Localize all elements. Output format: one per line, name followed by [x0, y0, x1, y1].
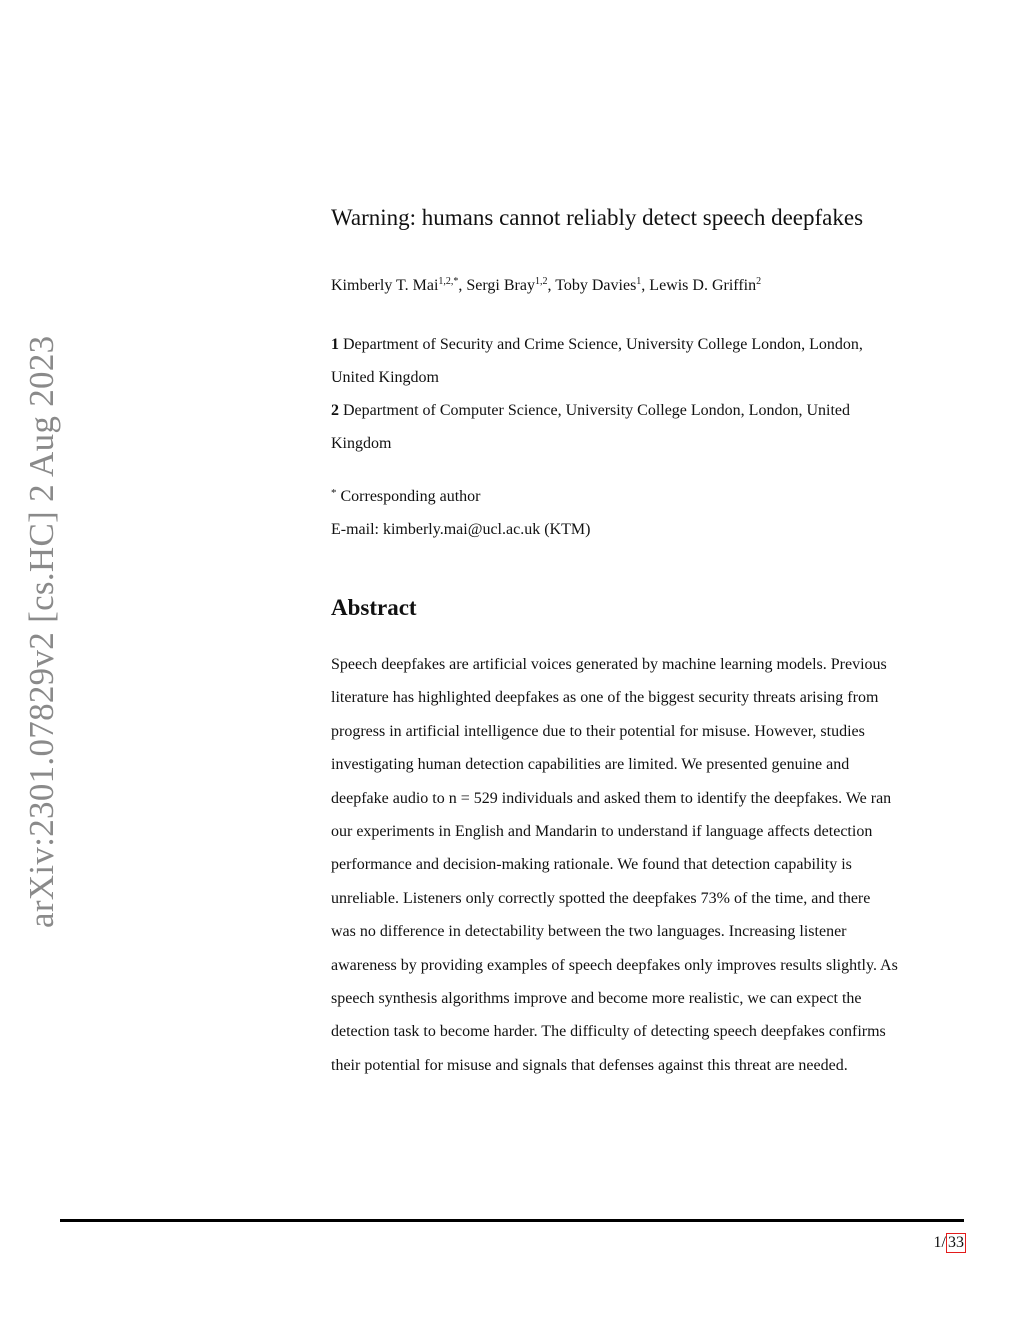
- author-separator: ,: [641, 277, 650, 294]
- arxiv-identifier-stamp: arXiv:2301.07829v2 [cs.HC] 2 Aug 2023: [22, 335, 61, 928]
- affiliation-number: 1: [331, 336, 339, 353]
- affiliation-text: Department of Computer Science, University College London, London, United: [343, 402, 850, 419]
- paper-front-matter: [331, 200, 971, 1082]
- author-list: [331, 274, 971, 298]
- page-separator: /: [941, 1234, 946, 1251]
- footer-rule: [60, 1219, 964, 1222]
- author-affiliation-marker: 1,2: [534, 276, 548, 287]
- affiliation-list: [331, 328, 971, 460]
- author-name: Kimberly T. Mai: [331, 277, 439, 294]
- author-name: Sergi Bray: [466, 277, 535, 294]
- affiliation-line: [331, 427, 971, 460]
- total-pages-link[interactable]: 33: [948, 1234, 964, 1251]
- abstract-line: Speech deepfakes are artificial voices generated by machine learning models. Previous: [331, 656, 887, 673]
- affiliation-line: [331, 394, 971, 427]
- current-page: 1: [933, 1234, 942, 1251]
- affiliation-text: Department of Security and Crime Science, University College London, London,: [343, 336, 863, 353]
- corresponding-label: Corresponding author: [340, 488, 481, 505]
- corresponding-author-block: [331, 480, 971, 546]
- author-separator: ,: [458, 277, 467, 294]
- author-name: Lewis D. Griffin: [649, 277, 757, 294]
- abstract-line: detection task to become harder. The difficulty of detecting speech deepfakes confirms: [331, 1023, 886, 1041]
- author-affiliation-marker: 2: [756, 276, 762, 287]
- abstract-body: [331, 648, 971, 1082]
- corresponding-email[interactable]: E-mail: kimberly.mai@ucl.ac.uk (KTM): [331, 521, 591, 538]
- affiliation-number: 2: [331, 402, 339, 419]
- abstract-line: was no difference in detectability between the two languages. Increasing listener: [331, 923, 847, 941]
- affiliation-text: United Kingdom: [331, 369, 439, 386]
- abstract-line: our experiments in English and Mandarin to understand if language affects detection: [331, 822, 873, 840]
- abstract-line: performance and decision-making rationale. We found that detection capability is: [331, 856, 852, 874]
- abstract-line: speech synthesis algorithms improve and become more realistic, we can expect the: [331, 989, 862, 1007]
- abstract-heading: Abstract: [331, 595, 417, 620]
- abstract-line: their potential for misuse and signals that defenses against this threat are needed.: [331, 1056, 848, 1074]
- page-number: [934, 1233, 966, 1253]
- abstract-line: awareness by providing examples of speech deepfakes only improves results slightly. As: [331, 956, 898, 974]
- author-affiliation-marker: 1,2,*: [438, 276, 459, 287]
- abstract-line: investigating human detection capabilities are limited. We presented genuine and: [331, 756, 850, 774]
- author-name: Toby Davies: [555, 277, 637, 294]
- author-affiliation-marker: 1: [636, 276, 642, 287]
- affiliation-text: Kingdom: [331, 435, 392, 452]
- abstract-line: progress in artificial intelligence due to their potential for misuse. However, studies: [331, 722, 865, 740]
- author-separator: ,: [547, 277, 556, 294]
- corresponding-marker: *: [331, 487, 337, 499]
- abstract-line: literature has highlighted deepfakes as one of the biggest security threats arising from: [331, 689, 879, 707]
- affiliation-line: [331, 361, 971, 394]
- affiliation-line: [331, 328, 971, 361]
- corresponding-author-line: [331, 480, 971, 513]
- abstract-line: deepfake audio to n = 529 individuals and asked them to identify the deepfakes. We ran: [331, 789, 892, 807]
- abstract-line: unreliable. Listeners only correctly spotted the deepfakes 73% of the time, and there: [331, 889, 871, 907]
- paper-title: Warning: humans cannot reliably detect speech deepfakes: [331, 205, 864, 230]
